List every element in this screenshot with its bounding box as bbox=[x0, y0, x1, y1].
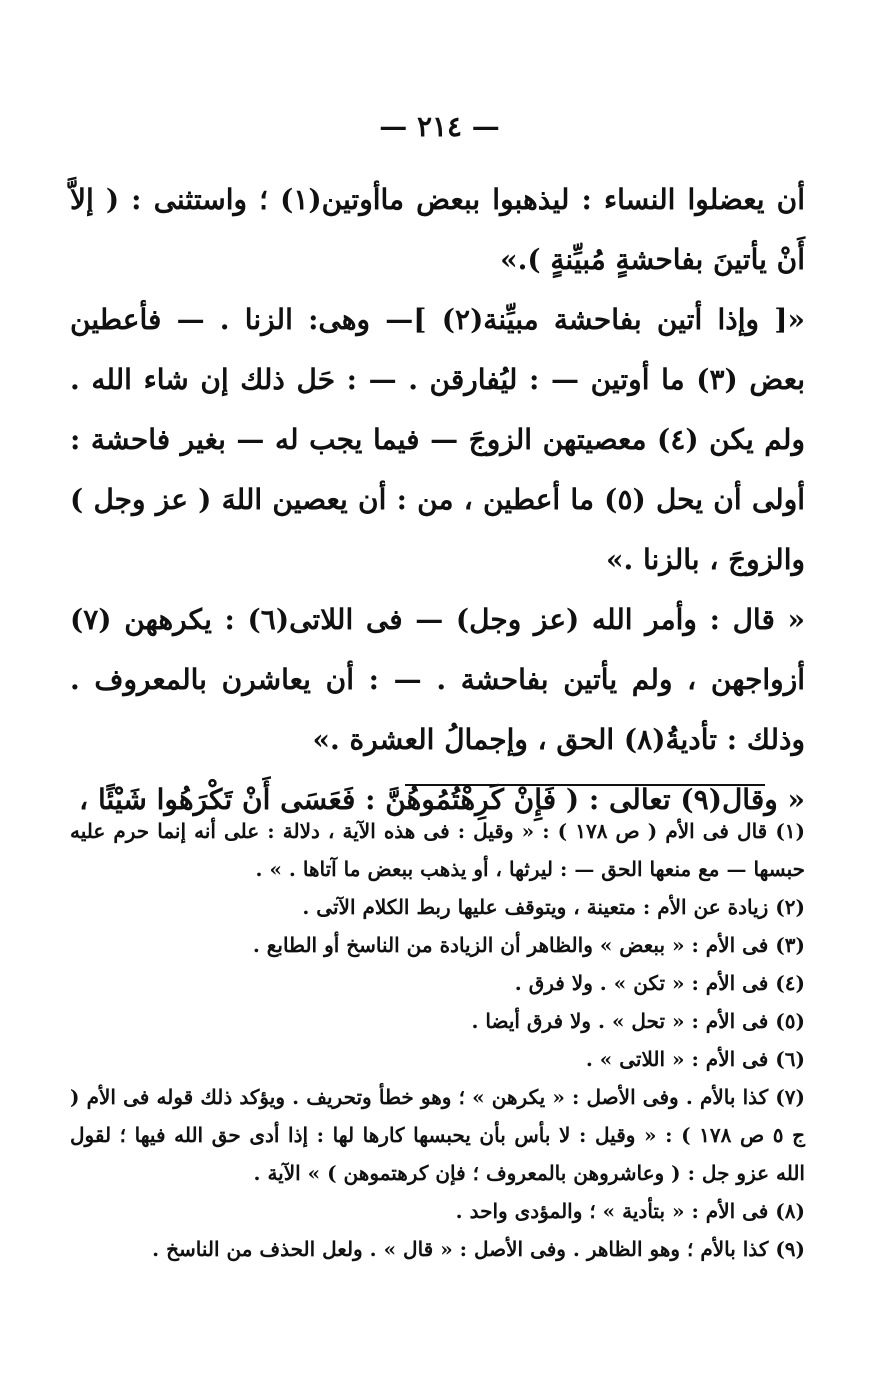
footnote: (١) قال فى الأم ( ص ١٧٨ ) : « وقيل : فى هذه الآية ، دلالة : على أنه إنما حرم عليه حبسها — مع منعها الحق — : ليرثها ، أو يذهب ببعض ما آتاها . » . bbox=[70, 819, 805, 881]
paragraph: أن يعضلوا النساء : ليذهبوا ببعض ماأوتين(١) ؛ واستثنى : ( إلاَّ أَنْ يأتينَ بفاحشةٍ مُبيِّنةٍ ).» bbox=[70, 183, 805, 276]
footnote: (٦) فى الأم : « اللاتى » . bbox=[585, 1047, 805, 1071]
footnote-separator bbox=[405, 784, 765, 786]
footnote: (٥) فى الأم : « تحل » . ولا فرق أيضا . bbox=[471, 1009, 805, 1033]
footnote: (٨) فى الأم : « بتأدية » ؛ والمؤدى واحد . bbox=[455, 1199, 805, 1223]
main-text bbox=[70, 170, 805, 830]
page-number: — ٢١٤ — bbox=[379, 110, 500, 143]
footnote: (٤) فى الأم : « تكن » . ولا فرق . bbox=[514, 971, 805, 995]
footnotes bbox=[70, 812, 805, 1268]
paragraph: « وقال(٩) تعالى : ( فَإِنْ كَرِهْتُمُوهُنَّ : فَعَسَى أَنْ تَكْرَهُوا شَيْئًا ، bbox=[79, 783, 805, 816]
footnote: (٣) فى الأم : « ببعض » والظاهر أن الزيادة من الناسخ أو الطابع . bbox=[252, 933, 805, 957]
footnote: (٧) كذا بالأم . وفى الأصل : « يكرهن » ؛ وهو خطأ وتحريف . ويؤكد ذلك قوله فى الأم ( ج ٥ ص ١٧٨ ) : « وقيل : لا بأس بأن يحبسها كارها لها : إذا أدى حق الله فيها ؛ لقول الله عزو جل : ( وعاشروهن بالمعروف ؛ فإن كرهتموهن ) » الآية . bbox=[70, 1085, 806, 1185]
paragraph: «[ وإذا أتين بفاحشة مبيِّنة(٢) ]— وهى: الزنا . — فأعطين بعض (٣) ما أوتين — : ليُفارقن . — : حَل ذلك إن شاء الله . ولم يكن (٤) معصيتهن الزوجَ — فيما يجب له — بغير فاحشة : أولى أن يحل (٥) ما أعطين ، من : أن يعصين اللهَ ( عز وجل ) والزوجَ ، بالزنا .» bbox=[70, 303, 806, 576]
footnote: (٩) كذا بالأم ؛ وهو الظاهر . وفى الأصل : « قال » . ولعل الحذف من الناسخ . bbox=[152, 1237, 805, 1261]
paragraph: « قال : وأمر الله (عز وجل) — فى اللاتى(٦) : يكرههن (٧) أزواجهن ، ولم يأتين بفاحشة . — : أن يعاشرن بالمعروف . وذلك : تأديةُ(٨) الحق ، وإجمالُ العشرة .» bbox=[70, 603, 805, 756]
footnote: (٢) زيادة عن الأم : متعينة ، ويتوقف عليها ربط الكلام الآتى . bbox=[302, 895, 805, 919]
